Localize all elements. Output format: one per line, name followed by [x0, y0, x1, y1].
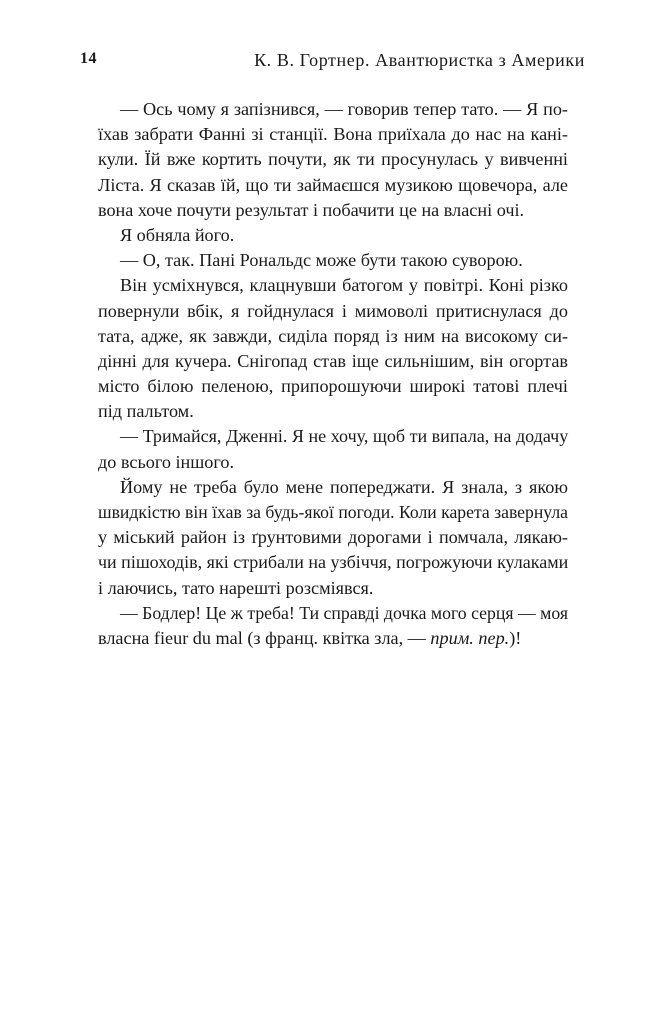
text-line: — Бодлер! Це ж треба! Ти справді дочка мого серця — моя [120, 602, 568, 623]
text-line: чи пішоходів, які стрибали на узбіччя, погрожуючи кулаками [98, 552, 569, 573]
running-head [80, 50, 585, 74]
text-line: Йому не треба було мене попереджати. Я знала, з якою [120, 476, 568, 497]
text-lines [98, 97, 568, 626]
text-line: і лаючись, тато нарешті розсміявся. [98, 577, 374, 598]
text-line: — О, так. Пані Рональдс може бути такою суворою. [120, 250, 523, 271]
text-line: дінні для кучера. Снігопад став іще сильнішим, він огортав [98, 350, 568, 371]
text-line-final [98, 626, 568, 651]
text-line: їхав забрати Фанні зі станції. Вона приїхала до нас на кані- [98, 124, 568, 145]
text-line: кули. Їй вже кортить почути, як ти просунулась у вивченні [98, 149, 568, 170]
text-line: Він усміхнувся, клацнувши батогом у повітрі. Коні різко [120, 275, 568, 296]
text-line: — Ось чому я запізнився, — говорив тепер тато. — Я по- [120, 99, 568, 119]
body-text [98, 97, 568, 651]
text-line: Я обняла його. [120, 224, 235, 245]
text-line: місто білою пеленою, припорошуючи широкі татові плечі [98, 376, 568, 397]
text-line: вона хоче почути результат і побачити це на власні очі. [98, 199, 525, 220]
text-line: — Тримайся, Дженні. Я не хочу, щоб ти випала, на додачу [120, 426, 569, 447]
text-line: тата, адже, як завжди, сиділа поряд із ним на високому си- [98, 325, 568, 346]
text-line: повернули вбік, я гойднулася і мимоволі притиснулася до [98, 300, 568, 321]
final-line-italic: прим. пер. [430, 627, 510, 648]
text-line: Ліста. Я сказав їй, що ти займаєшся музикою щовечора, але [98, 174, 568, 195]
text-line: до всього іншого. [98, 451, 235, 472]
running-title: К. В. Гортнер. Авантюристка з Америки [254, 50, 585, 70]
page-number: 14 [80, 50, 97, 67]
text-line: під пальтом. [98, 401, 194, 422]
final-line-after: )! [509, 627, 522, 648]
final-line-before: власна fieur du mal (з франц. квітка зла, — [98, 627, 431, 648]
text-line: швидкістю він їхав за будь-якої погоди. Коли карета завернула [98, 502, 568, 522]
text-line: у міський район із ґрунтовими дорогами і помчала, лякаю- [98, 527, 568, 548]
